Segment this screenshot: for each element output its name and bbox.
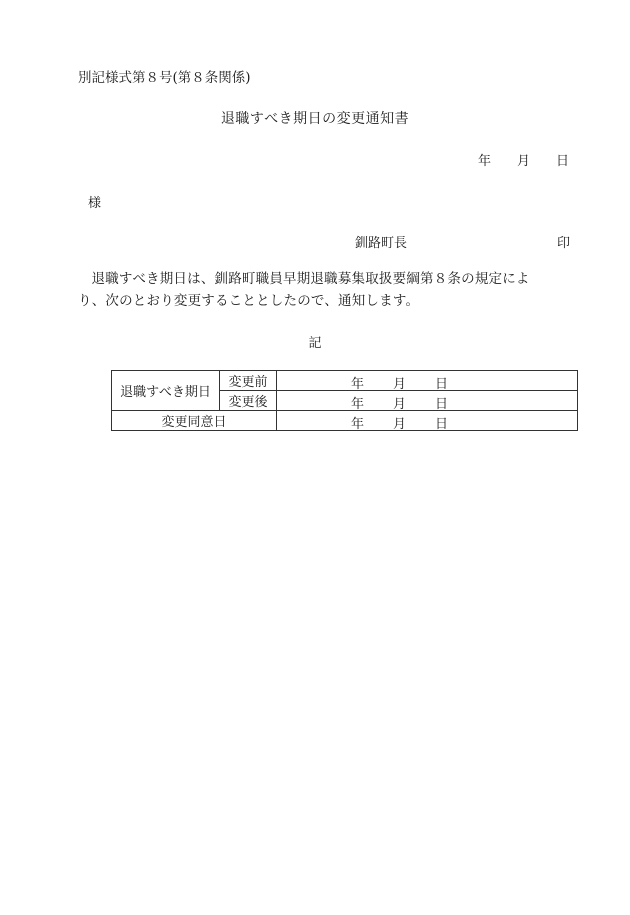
- form-number-label: 別記様式第８号(第８条関係): [78, 70, 251, 86]
- month-label: 月: [393, 377, 407, 392]
- before-change-label: 変更前: [220, 371, 277, 391]
- table-row: [112, 371, 578, 391]
- day-label: 日: [435, 397, 449, 412]
- recipient-honorific: 様: [88, 196, 102, 211]
- year-label: 年: [478, 154, 492, 169]
- after-change-label: 変更後: [220, 391, 277, 411]
- month-label: 月: [393, 397, 407, 412]
- retirement-date-group-label: 退職すべき期日: [112, 371, 220, 411]
- document-title: 退職すべき期日の変更通知書: [220, 111, 410, 127]
- year-label: 年: [351, 377, 365, 392]
- body-paragraph: 退職すべき期日は、釧路町職員早期退職募集取扱要綱第８条の規定により、次のとおり変更することとしたので、通知します。: [78, 271, 530, 309]
- month-label: 月: [517, 154, 531, 169]
- issuer-name: 釧路町長: [355, 236, 408, 251]
- day-label: 日: [556, 154, 570, 169]
- year-label: 年: [351, 397, 365, 412]
- year-label: 年: [351, 417, 365, 432]
- seal-mark: 印: [557, 236, 571, 251]
- detail-table: [111, 370, 578, 431]
- before-change-date: [277, 371, 578, 391]
- ki-heading: 記: [308, 336, 322, 351]
- consent-date-label: 変更同意日: [112, 411, 277, 431]
- date-line: [478, 150, 569, 169]
- month-label: 月: [393, 417, 407, 432]
- table-row: [112, 411, 578, 431]
- day-label: 日: [435, 417, 449, 432]
- day-label: 日: [435, 377, 449, 392]
- consent-date: [277, 411, 578, 431]
- after-change-date: [277, 391, 578, 411]
